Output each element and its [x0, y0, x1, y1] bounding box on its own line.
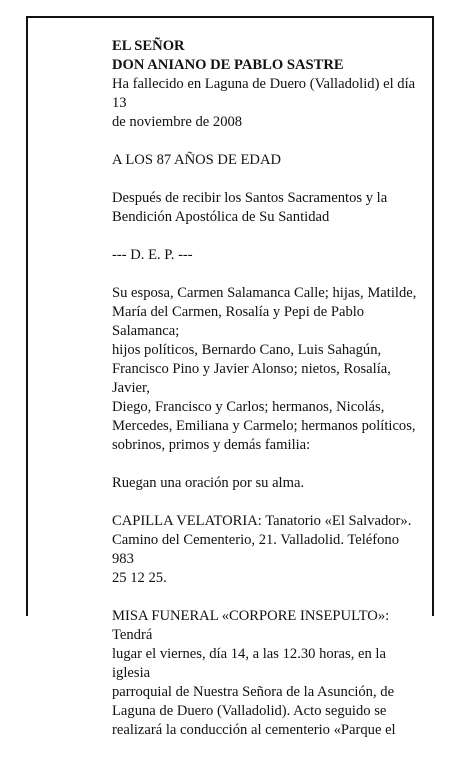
obituary-notice — [112, 37, 424, 759]
prayer-paragraph — [112, 474, 424, 493]
family-line-5: Diego, Francisco y Carlos; hermanos, Nicolás, — [112, 399, 385, 415]
chapel-line-1: CAPILLA VELATORIA: Tanatorio «El Salvador». — [112, 513, 412, 529]
mass-line-1: MISA FUNERAL «CORPORE INSEPULTO»: Tendrá — [112, 608, 390, 643]
rip-paragraph — [112, 246, 424, 265]
mass-line-5: realizará la conducción al cementerio «Parque el — [112, 722, 396, 738]
rip-text: --- D. E. P. --- — [112, 247, 193, 263]
family-line-1: Su esposa, Carmen Salamanca Calle; hijas, Matilde, — [112, 285, 417, 301]
family-line-2: María del Carmen, Rosalía y Pepi de Pablo Salamanca; — [112, 304, 365, 339]
death-info-line-1: Ha fallecido en Laguna de Duero (Valladolid) el día 13 — [112, 76, 416, 111]
chapel-line-2: Camino del Cementerio, 21. Valladolid. Teléfono 983 — [112, 532, 400, 567]
sacraments-line-2: Bendición Apostólica de Su Santidad — [112, 209, 330, 225]
family-paragraph — [112, 284, 424, 455]
mass-line-4: Laguna de Duero (Valladolid). Acto seguido se — [112, 703, 387, 719]
age-text: A LOS 87 AÑOS DE EDAD — [112, 152, 282, 168]
mass-line-2: lugar el viernes, día 14, a las 12.30 horas, en la iglesia — [112, 646, 386, 681]
mass-paragraph — [112, 607, 424, 740]
family-line-7: sobrinos, primos y demás familia: — [112, 437, 311, 453]
family-line-6: Mercedes, Emiliana y Carmelo; hermanos políticos, — [112, 418, 416, 434]
mass-line-3: parroquial de Nuestra Señora de la Asunción, de — [112, 684, 395, 700]
family-line-4: Francisco Pino y Javier Alonso; nietos, Rosalía, Javier, — [112, 361, 391, 396]
chapel-line-3: 25 12 25. — [112, 570, 167, 586]
death-info-line-2: de noviembre de 2008 — [112, 114, 243, 130]
deceased-name: DON ANIANO DE PABLO SASTRE — [112, 57, 344, 73]
family-line-3: hijos políticos, Bernardo Cano, Luis Sahagún, — [112, 342, 382, 358]
sacraments-line-1: Después de recibir los Santos Sacramentos y la — [112, 190, 388, 206]
title-honorific: EL SEÑOR — [112, 38, 185, 54]
prayer-text: Ruegan una oración por su alma. — [112, 475, 305, 491]
age-paragraph — [112, 151, 424, 170]
chapel-paragraph — [112, 512, 424, 588]
deceased-title-block — [112, 37, 424, 132]
sacraments-paragraph — [112, 189, 424, 227]
